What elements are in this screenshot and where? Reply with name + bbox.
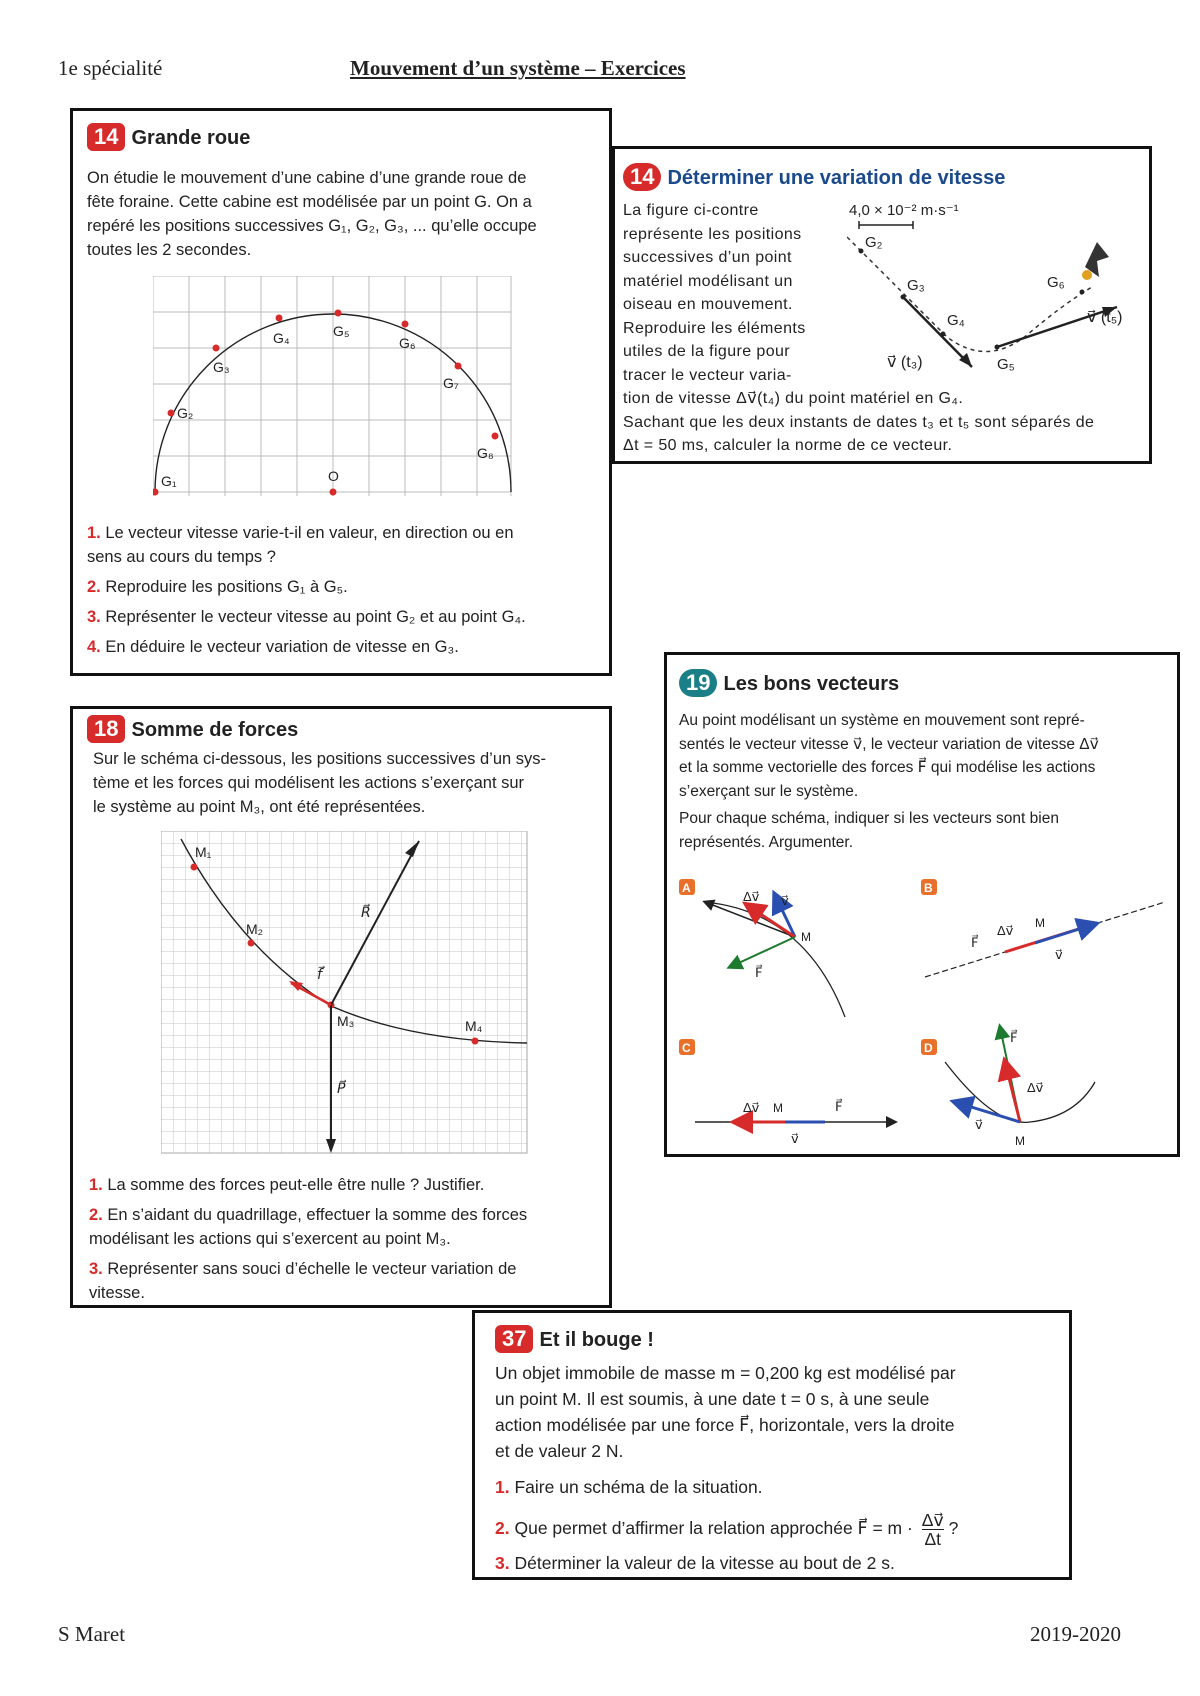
svg-text:M: M: [1015, 1134, 1025, 1148]
intro-line: tème et les forces qui modélisent les actions s’exerçant sur: [93, 774, 525, 792]
panel-d-trajectory: [945, 1062, 1095, 1122]
exercise-intro: [679, 709, 1099, 854]
question-text: En déduire le vecteur variation de vitesse en G₃.: [105, 638, 459, 656]
svg-text:Δv⃗: Δv⃗: [1027, 1080, 1044, 1095]
label-g8: G₈: [477, 445, 494, 461]
svg-text:v⃗: v⃗: [781, 893, 789, 908]
svg-text:Δv⃗: Δv⃗: [997, 923, 1014, 938]
question-1-cont: [87, 545, 276, 569]
question-4: [87, 635, 459, 659]
exercise-intro: [87, 166, 537, 262]
point-g8: [492, 433, 499, 440]
label-g3: G₃: [213, 359, 230, 375]
exercise-14-grande-roue: [70, 108, 612, 676]
question-1: [89, 1173, 484, 1197]
svg-text:v⃗: v⃗: [791, 1131, 799, 1146]
label-m1: M₁: [195, 844, 212, 860]
exercise-header: [87, 123, 250, 151]
svg-text:v⃗: v⃗: [975, 1117, 983, 1132]
question-text: Le vecteur vitesse varie-t-il en valeur, en direction ou en: [105, 524, 514, 542]
panel-b-label: B: [924, 881, 933, 895]
svg-text:F⃗: F⃗: [835, 1099, 843, 1114]
footer-year: 2019-2020: [1030, 1622, 1121, 1646]
question-2: [89, 1203, 527, 1227]
question-number: 2.: [89, 1206, 103, 1224]
question-text: sens au cours du temps ?: [87, 548, 276, 566]
svg-text:Δv⃗: Δv⃗: [743, 889, 760, 904]
exercise-number-badge: 37: [495, 1325, 533, 1353]
text-line: oiseau en mouvement.: [623, 296, 793, 313]
exercise-19-bons-vecteurs: [664, 652, 1180, 1157]
point-o: [330, 489, 337, 496]
label-m2: M₂: [246, 921, 264, 937]
footer-author: S Maret: [58, 1622, 126, 1646]
svg-text:F⃗: F⃗: [1010, 1030, 1018, 1045]
question-3: [89, 1257, 516, 1281]
question-text: modélisant les actions qui s’exercent au point M₃.: [89, 1230, 451, 1248]
question-2-cont: [89, 1227, 451, 1251]
label-g1: G₁: [161, 473, 177, 489]
text-line: tracer le vecteur varia-: [623, 366, 792, 384]
question-number: 3.: [89, 1260, 103, 1278]
exercise-title: Déterminer une variation de vitesse: [667, 167, 1006, 189]
svg-text:M: M: [1035, 916, 1045, 930]
question-number: 1.: [87, 524, 101, 542]
question-1: [87, 521, 514, 545]
intro-line: action modélisée par une force F⃗, horizontale, vers la droite: [495, 1415, 955, 1435]
exercise-title: Grande roue: [131, 127, 251, 149]
intro-line: un point M. Il est soumis, à une date t = 0 s, à une seule: [495, 1389, 930, 1409]
text-line: Δt = 50 ms, calculer la norme de ce vecteur.: [623, 437, 953, 454]
intro-line: le système au point M₃, ont été représentées.: [93, 798, 426, 816]
label-v-t3: v⃗ (t₃): [887, 354, 923, 371]
exercise-number-badge: 14: [87, 123, 125, 151]
point-g7: [455, 363, 462, 370]
intro-line: Un objet immobile de masse m = 0,200 kg est modélisé par: [495, 1363, 956, 1383]
exercise-title: Et il bouge !: [539, 1329, 654, 1351]
question-text: En s’aidant du quadrillage, effectuer la somme des forces: [107, 1206, 528, 1224]
panel-a-force: [730, 937, 795, 967]
svg-text:F⃗: F⃗: [755, 965, 763, 980]
question-3-cont: [89, 1281, 145, 1305]
label-m4: M₄: [465, 1018, 483, 1034]
exercise-number-badge: 14: [623, 163, 661, 191]
label-g2: G₂: [177, 405, 194, 421]
question-3: [87, 605, 526, 629]
label-f: f⃗: [317, 966, 322, 982]
question-text: vitesse.: [89, 1284, 145, 1302]
question-text: Reproduire les positions G₁ à G₅.: [105, 578, 348, 596]
point-g6: [402, 321, 409, 328]
label-r: R⃗: [361, 904, 371, 920]
exercise-number-badge: 18: [87, 715, 125, 743]
intro-line: fête foraine. Cette cabine est modélisée par un point G. On a: [87, 193, 532, 211]
panel-a-trajectory: [705, 902, 845, 1017]
question-text: La somme des forces peut-elle être nulle ? Justifier.: [107, 1176, 485, 1194]
svg-text:M: M: [773, 1101, 783, 1115]
panel-d-label: D: [924, 1041, 933, 1055]
exercise-header: [87, 715, 298, 743]
text-line: utiles de la figure pour: [623, 343, 791, 360]
exercise-14-variation-vitesse: [612, 146, 1152, 464]
exercise-title: Somme de forces: [131, 719, 299, 741]
text-line: Reproduire les éléments: [623, 319, 806, 337]
intro-line: s’exerçant sur le système.: [679, 782, 859, 800]
exercise-37-il-bouge: [472, 1310, 1072, 1580]
text-line: successives d’un point: [623, 249, 792, 266]
question-text: Représenter sans souci d’échelle le vecteur variation de: [107, 1260, 517, 1278]
label-g6: G₆: [1047, 274, 1065, 291]
forces-figure: [161, 831, 531, 1156]
ferris-wheel-figure: [153, 276, 513, 501]
question-number: 3.: [87, 608, 101, 626]
intro-line: Sur le schéma ci-dessous, les positions successives d’un sys-: [93, 750, 547, 768]
label-v-t5: v⃗ (t₅): [1087, 309, 1123, 326]
intro-line: toutes les 2 secondes.: [87, 241, 252, 259]
question-2: [87, 575, 348, 599]
question-text: Déterminer la valeur de la vitesse au bout de 2 s.: [514, 1553, 895, 1573]
grid: [161, 831, 527, 1153]
question-number: 4.: [87, 638, 101, 656]
vectors-panels: [675, 877, 1175, 1152]
exercise-intro: [495, 1360, 956, 1464]
question-2: [495, 1511, 958, 1548]
question-1: [495, 1475, 763, 1499]
point-g4: [276, 315, 283, 322]
intro-line: repéré les positions successives G₁, G₂, G₃, ... qu’elle occupe: [87, 217, 537, 235]
label-g5: G₅: [997, 356, 1015, 372]
intro-line: et de valeur 2 N.: [495, 1441, 624, 1461]
panel-c-label: C: [682, 1041, 691, 1055]
fraction: [922, 1511, 944, 1548]
label-m3: M₃: [337, 1013, 355, 1029]
task-line: Pour chaque schéma, indiquer si les vecteurs sont bien: [679, 810, 1059, 827]
question-end: ?: [948, 1518, 959, 1539]
intro-line: On étudie le mouvement d’une cabine d’une grande roue de: [87, 169, 527, 187]
question-3: [495, 1551, 895, 1575]
label-p: P⃗: [337, 1080, 346, 1096]
panel-d-delta-v: [1005, 1062, 1020, 1122]
svg-text:M: M: [801, 930, 811, 944]
fraction-numerator: Δv⃗: [921, 1510, 944, 1530]
label-g7: G₇: [443, 375, 459, 391]
svg-text:F⃗: F⃗: [971, 935, 979, 950]
text-line: Sachant que les deux instants de dates t₃ et t₅ sont séparés de: [623, 413, 1095, 431]
question-number: 2.: [495, 1518, 510, 1539]
question-text: Faire un schéma de la situation.: [514, 1477, 763, 1497]
text-line: représente les positions: [623, 225, 802, 243]
page-title: Mouvement d’un système – Exercices: [350, 56, 686, 80]
panel-a-label: A: [682, 881, 691, 895]
label-o: O: [328, 468, 339, 484]
question-number: 3.: [495, 1553, 510, 1573]
fraction-denominator: Δt: [924, 1529, 941, 1549]
question-number: 1.: [89, 1176, 103, 1194]
intro-line: sentés le vecteur vitesse v⃗, le vecteur variation de vitesse Δv⃗: [679, 735, 1099, 753]
task-line: représentés. Argumenter.: [679, 833, 854, 851]
label-g6: G₆: [399, 335, 416, 351]
label-g5: G₅: [333, 323, 350, 339]
label-g2: G₂: [865, 234, 883, 251]
point-g2: [168, 410, 175, 417]
intro-line: et la somme vectorielle des forces F⃗ qui modélise les actions: [679, 759, 1096, 776]
exercise-18-somme-forces: [70, 706, 612, 1308]
point-g3: [213, 345, 220, 352]
text-line: matériel modélisant un: [623, 272, 793, 290]
bird-trajectory-figure: [847, 197, 1147, 372]
question-text: Représenter le vecteur vitesse au point G₂ et au point G₄.: [105, 608, 526, 626]
trajectory: [847, 237, 1092, 352]
scale-label: 4,0 × 10⁻² m·s⁻¹: [849, 202, 959, 219]
question-number: 2.: [87, 578, 101, 596]
question-text: Que permet d’affirmer la relation approchée F⃗ = m ·: [514, 1518, 913, 1539]
exercise-header: [679, 669, 899, 697]
question-number: 1.: [495, 1477, 510, 1497]
exercise-title: Les bons vecteurs: [723, 673, 900, 695]
header-left: 1e spécialité: [58, 56, 163, 80]
text-line: La figure ci-contre: [623, 202, 759, 219]
intro-line: Au point modélisant un système en mouvement sont repré-: [679, 712, 1085, 729]
svg-text:v⃗: v⃗: [1055, 947, 1063, 962]
label-g4: G₄: [947, 312, 965, 329]
label-g4: G₄: [273, 330, 290, 346]
svg-text:Δv⃗: Δv⃗: [743, 1100, 760, 1115]
point-g1: [153, 489, 159, 496]
point-g5: [335, 310, 342, 317]
exercise-header: [623, 163, 1005, 191]
panel-d-velocity: [955, 1102, 1020, 1122]
label-g3: G₃: [907, 277, 925, 294]
exercise-number-badge: 19: [679, 669, 717, 697]
exercise-intro: [93, 747, 546, 819]
exercise-header: [495, 1325, 654, 1353]
text-line: tion de vitesse Δv⃗(t₄) du point matériel en G₄.: [623, 390, 964, 407]
